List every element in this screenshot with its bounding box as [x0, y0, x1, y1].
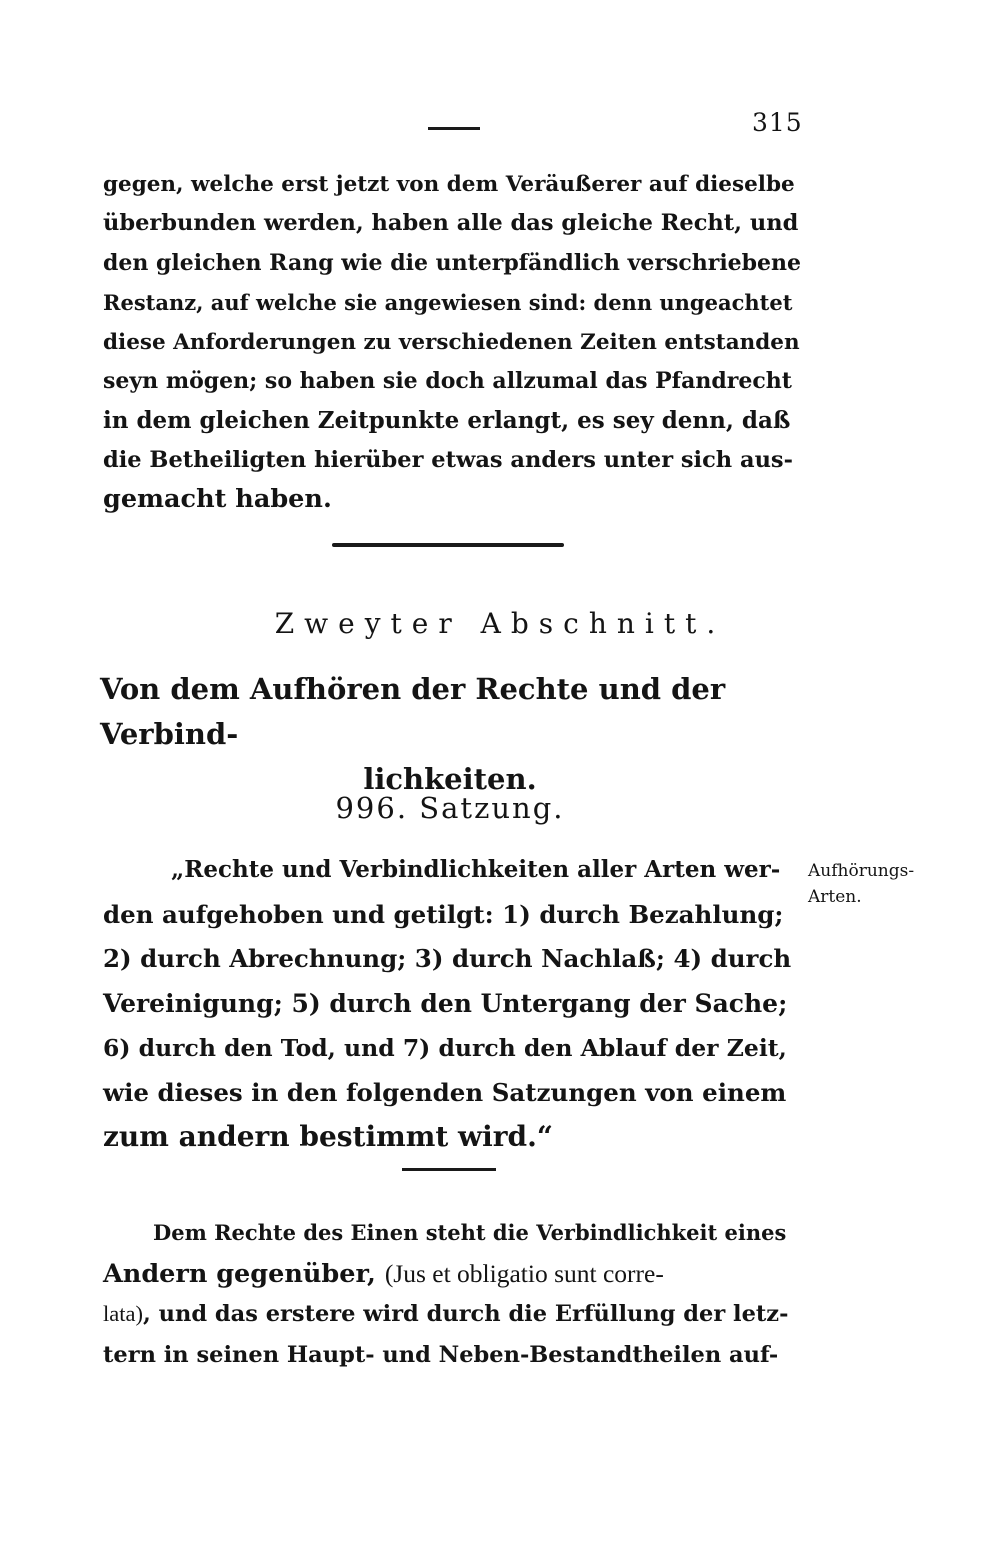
short-divider: [402, 1168, 496, 1171]
paragraph-line: tern in seinen Haupt- und Neben-Bestandtheilen auf-: [103, 1341, 779, 1368]
paragraph-line: gemacht haben.: [103, 484, 332, 515]
statute-line: 6) durch den Tod, und 7) durch den Ablauf der Zeit,: [103, 1034, 787, 1062]
section-subtitle-line: Von dem Aufhören der Rechte und der Verbind-: [100, 672, 726, 751]
paragraph-line: die Betheiligten hierüber etwas anders unter sich aus-: [103, 446, 793, 473]
paragraph-line: [103, 1294, 791, 1335]
line-text: , und das erstere wird durch die Erfüllung der letz-: [142, 1301, 789, 1327]
paragraph-line: [103, 1254, 791, 1295]
statute-text: [103, 848, 791, 1160]
paragraph-line: in dem gleichen Zeitpunkte erlangt, es sey denn, daß: [103, 407, 791, 435]
latin-phrase: lata): [103, 1301, 143, 1326]
paragraph-line: Dem Rechte des Einen steht die Verbindlichkeit eines: [153, 1220, 787, 1245]
statute-line: 2) durch Abrechnung; 3) durch Nachlaß; 4) durch: [103, 944, 792, 973]
paragraph-line: den gleichen Rang wie die unterpfändlich verschriebene: [103, 249, 802, 276]
statute-heading: 996. Satzung.: [335, 791, 565, 825]
line-text: gegen, welche erst jetzt von dem Veräußerer auf dieselbe: [103, 172, 795, 197]
margin-note-line: Aufhörungs-: [808, 861, 915, 881]
paragraph-line: [103, 165, 803, 204]
margin-note: [808, 858, 914, 910]
line-text: Andern gegenüber,: [103, 1258, 385, 1289]
paragraph-line: Restanz, auf welche sie angewiesen sind: denn ungeachtet: [103, 290, 793, 316]
section-title: Zweyter Abschnitt.: [274, 607, 726, 640]
margin-note-line: Arten.: [808, 887, 862, 907]
statute-line: zum andern bestimmt wird.“: [103, 1120, 553, 1153]
latin-phrase: (Jus et obligatio sunt corre-: [384, 1258, 664, 1288]
section-subtitle-line: lichkeiten.: [363, 762, 537, 796]
paragraph-line: überbunden werden, haben alle das gleiche Recht, und: [103, 210, 799, 237]
paragraph-line: seyn mögen; so haben sie doch allzumal das Pfandrecht: [103, 368, 792, 395]
header-rule: [428, 127, 480, 130]
page-number: 315: [752, 108, 803, 137]
statute-line: wie dieses in den folgenden Satzungen von einem: [103, 1077, 787, 1107]
section-divider: [332, 543, 564, 547]
paragraph-line: diese Anforderungen zu verschiedenen Zeiten entstanden: [103, 329, 800, 355]
statute-line: Vereinigung; 5) durch den Untergang der Sache;: [103, 988, 788, 1018]
section-subtitle: [100, 667, 800, 802]
paragraph-1: [103, 165, 803, 520]
paragraph-2: [103, 1213, 791, 1375]
statute-line: den aufgehoben und getilgt: 1) durch Bezahlung;: [103, 899, 784, 929]
statute-line: „Rechte und Verbindlichkeiten aller Arten wer-: [171, 856, 781, 883]
